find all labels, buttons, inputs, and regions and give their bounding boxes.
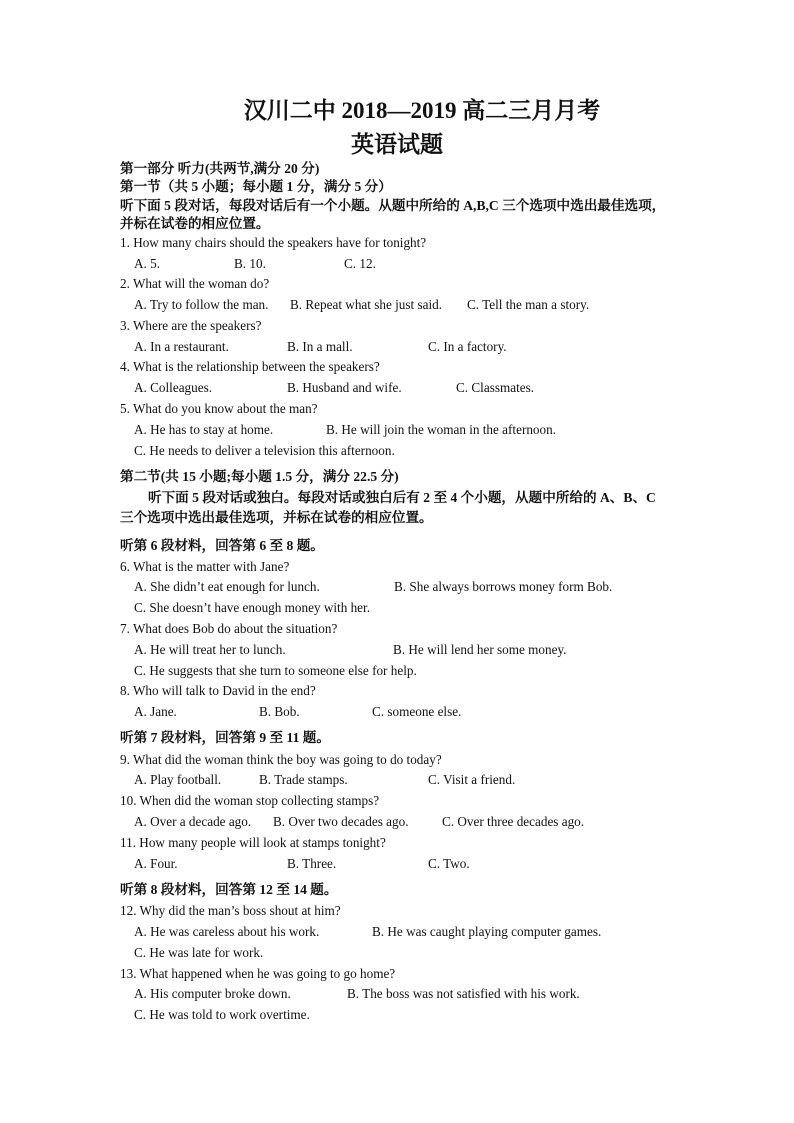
q4-option-b: B. Husband and wife. xyxy=(287,380,402,395)
q12-option-b: B. He was caught playing computer games. xyxy=(372,924,602,939)
q5-option-b: B. He will join the woman in the afternoon. xyxy=(326,422,557,437)
q1-option-c: C. 12. xyxy=(344,256,376,271)
question-3: 3. Where are the speakers? xyxy=(120,318,262,333)
q6-option-b: B. She always borrows money form Bob. xyxy=(394,579,613,594)
q8-option-b: B. Bob. xyxy=(259,704,300,719)
q13-option-c: C. He was told to work overtime. xyxy=(134,1007,310,1022)
question-7: 7. What does Bob do about the situation? xyxy=(120,621,338,636)
q1-option-a: A. 5. xyxy=(134,256,161,271)
q11-option-c: C. Two. xyxy=(428,856,470,871)
q4-option-a: A. Colleagues. xyxy=(134,380,213,395)
q3-option-c: C. In a factory. xyxy=(428,339,507,354)
question-4: 4. What is the relationship between the speakers? xyxy=(120,359,380,374)
section2-heading: 第二节(共 15 小题;每小题 1.5 分，满分 22.5 分) xyxy=(120,469,399,484)
question-11: 11. How many people will look at stamps tonight? xyxy=(120,835,386,850)
section1-heading: 第一节（共 5 小题；每小题 1 分，满分 5 分） xyxy=(120,179,392,194)
q4-option-c: C. Classmates. xyxy=(456,380,535,395)
question-6: 6. What is the matter with Jane? xyxy=(120,559,290,574)
q7-option-a: A. He will treat her to lunch. xyxy=(134,642,286,657)
question-10: 10. When did the woman stop collecting stamps? xyxy=(120,793,380,808)
q12-option-a: A. He was careless about his work. xyxy=(134,924,320,939)
material-6-heading: 听第 6 段材料，回答第 6 至 8 题。 xyxy=(120,538,324,553)
q12-option-c: C. He was late for work. xyxy=(134,945,264,960)
question-8: 8. Who will talk to David in the end? xyxy=(120,683,316,698)
q11-option-a: A. Four. xyxy=(134,856,178,871)
q6-option-c: C. She doesn’t have enough money with her. xyxy=(134,600,370,615)
q9-option-c: C. Visit a friend. xyxy=(428,772,516,787)
exam-title: 汉川二中 2018—2019 高二三月月考 xyxy=(243,98,601,123)
q9-option-a: A. Play football. xyxy=(134,772,222,787)
q5-option-a: A. He has to stay at home. xyxy=(134,422,274,437)
section2-instruction: 听下面 5 段对话或独白。每段对话或独白后有 2 至 4 个小题，从题中所给的 A、B、C xyxy=(148,490,656,505)
q2-option-c: C. Tell the man a story. xyxy=(467,297,590,312)
section2-instruction-cont: 三个选项中选出最佳选项，并标在试卷的相应位置。 xyxy=(120,510,433,525)
q8-option-a: A. Jane. xyxy=(134,704,177,719)
q5-option-c: C. He needs to deliver a television this afternoon. xyxy=(134,443,395,458)
q13-option-a: A. His computer broke down. xyxy=(134,986,291,1001)
q2-option-b: B. Repeat what she just said. xyxy=(290,297,442,312)
q1-option-b: B. 10. xyxy=(234,256,266,271)
q7-option-b: B. He will lend her some money. xyxy=(393,642,567,657)
question-5: 5. What do you know about the man? xyxy=(120,401,318,416)
material-8-heading: 听第 8 段材料，回答第 12 至 14 题。 xyxy=(120,882,338,897)
part1-heading: 第一部分 听力(共两节,满分 20 分) xyxy=(120,161,320,176)
section1-instruction-cont: 并标在试卷的相应位置。 xyxy=(120,216,270,231)
q13-option-b: B. The boss was not satisfied with his work. xyxy=(347,986,580,1001)
exam-subtitle: 英语试题 xyxy=(351,132,443,157)
q6-option-a: A. She didn’t eat enough for lunch. xyxy=(134,579,320,594)
question-9: 9. What did the woman think the boy was going to do today? xyxy=(120,752,442,767)
q2-option-a: A. Try to follow the man. xyxy=(134,297,269,312)
q7-option-c: C. He suggests that she turn to someone else for help. xyxy=(134,663,417,678)
q10-option-b: B. Over two decades ago. xyxy=(273,814,409,829)
q11-option-b: B. Three. xyxy=(287,856,337,871)
question-13: 13. What happened when he was going to go home? xyxy=(120,966,396,981)
question-2: 2. What will the woman do? xyxy=(120,276,270,291)
q3-option-a: A. In a restaurant. xyxy=(134,339,229,354)
q8-option-c: C. someone else. xyxy=(372,704,462,719)
question-1: 1. How many chairs should the speakers have for tonight? xyxy=(120,235,427,250)
q10-option-c: C. Over three decades ago. xyxy=(442,814,585,829)
question-12: 12. Why did the man’s boss shout at him? xyxy=(120,903,341,918)
section1-instruction: 听下面 5 段对话，每段对话后有一个小题。从题中所给的 A,B,C 三个选项中选出最佳选项， xyxy=(120,198,666,213)
q3-option-b: B. In a mall. xyxy=(287,339,353,354)
q9-option-b: B. Trade stamps. xyxy=(259,772,348,787)
material-7-heading: 听第 7 段材料，回答第 9 至 11 题。 xyxy=(120,730,330,745)
q10-option-a: A. Over a decade ago. xyxy=(134,814,252,829)
